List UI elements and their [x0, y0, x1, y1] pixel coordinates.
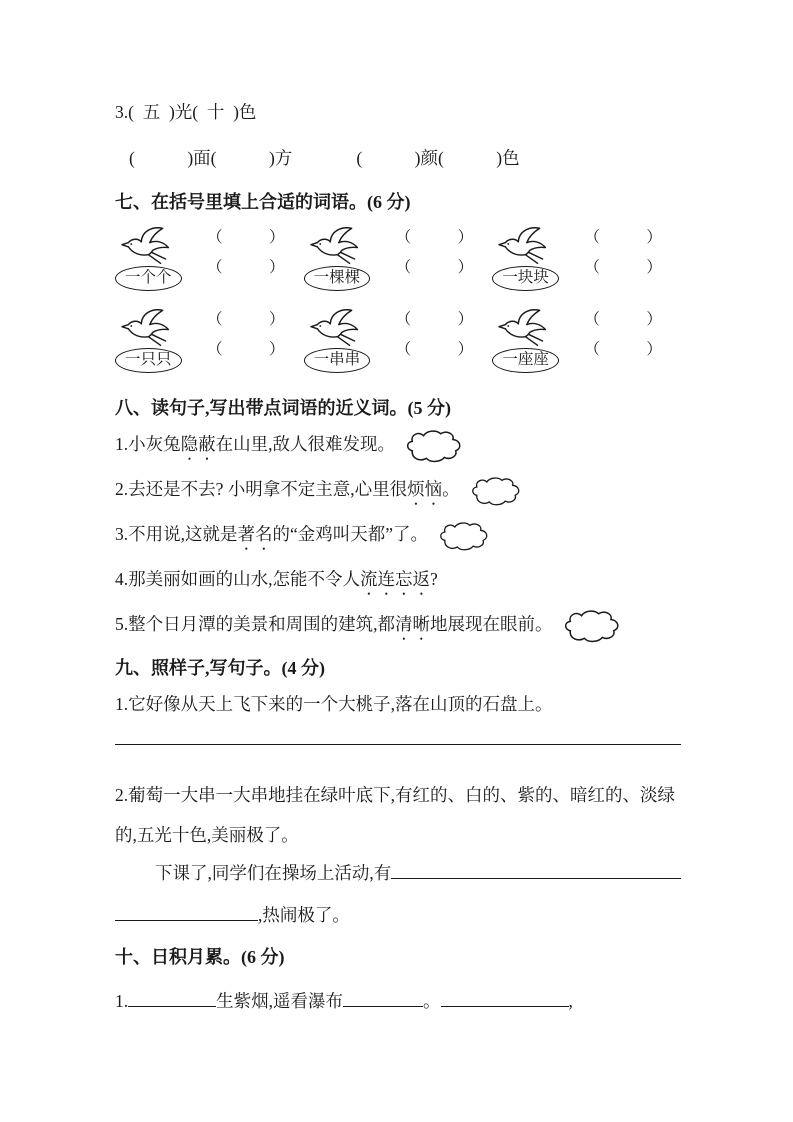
sentence-pre: 2.去还是不去? 小明拿不定主意,心里很: [115, 478, 408, 499]
fill-blank-text: ( )面( )方: [129, 148, 293, 168]
sentence-row: [115, 565, 681, 599]
sentence-post: 在山里,敌人很难发现。: [215, 433, 395, 454]
poem-fill-line: [115, 989, 681, 1013]
measure-word-oval: [115, 348, 182, 373]
section7-heading: 七、在括号里填上合适的词语。(6 分): [115, 192, 411, 212]
example-sentence-1: 1.它好像从天上飞下来的一个大桃子,落在山顶的石盘上。: [115, 694, 553, 714]
sentence-row: [115, 430, 681, 464]
sentence-pre: 3.不用说,这就是: [115, 523, 238, 544]
sentence-post: 的“金鸡叫天都”了。: [272, 523, 429, 544]
word-item: [115, 224, 304, 306]
sentence-text: [115, 431, 395, 464]
measure-word-grid: [115, 224, 681, 388]
measure-word-oval: [115, 266, 182, 291]
measure-word-label: 一个个: [125, 269, 172, 286]
exercise6-item3-line2: [115, 146, 681, 170]
answer-blank: [115, 903, 258, 921]
answer-cloud: [436, 522, 492, 552]
poem-text: 。: [423, 991, 441, 1011]
bird-stack: [304, 306, 396, 373]
poem-text: 1.: [115, 991, 129, 1011]
answer-bracket: （ ）: [207, 229, 285, 246]
word-item: [115, 306, 304, 388]
measure-word-label: 一块块: [502, 269, 549, 286]
answer-brackets: [584, 224, 662, 278]
answer-bracket: （ ）: [395, 311, 474, 328]
sentence-text: [115, 566, 438, 599]
section8-heading: 八、读句子,写出带点词语的近义词。(5 分): [115, 398, 451, 418]
sentence-text: [115, 521, 428, 554]
answer-blank-line: [115, 744, 681, 745]
exercise6-item3-line1: [115, 100, 681, 124]
sentence-row: [115, 610, 681, 644]
dotted-word: 隐蔽: [180, 433, 216, 454]
sentence-pre: 1.小灰兔: [115, 433, 181, 454]
section10-heading: 十、日积月累。(6 分): [115, 947, 285, 967]
answer-blank: [343, 989, 423, 1007]
bird-stack: [492, 306, 584, 373]
poem-text: 生紫烟,遥看瀑布: [216, 991, 343, 1011]
word-item: [492, 224, 681, 306]
fill-blank-text: ( )颜( )色: [356, 148, 520, 168]
sentence-row: [115, 475, 681, 509]
measure-word-oval: [304, 266, 371, 291]
dotted-word: 流连忘返: [360, 568, 430, 589]
bird-stack: [115, 224, 207, 291]
measure-word-label: 一串串: [313, 351, 361, 368]
measure-word-oval: [492, 348, 559, 373]
bird-stack: [492, 224, 584, 291]
prompt-text: ,热闹极了。: [258, 905, 350, 925]
sentence-pre: 4.那美丽如画的山水,怎能不令人: [115, 568, 360, 589]
bird-stack: [304, 224, 396, 291]
answer-bracket: （ ）: [207, 259, 285, 276]
measure-word-label: 一棵棵: [313, 269, 361, 286]
word-item: [492, 306, 681, 388]
answer-bracket: （ ）: [584, 259, 662, 276]
answer-bracket: （ ）: [584, 341, 662, 358]
example-sentence-2: 2.葡萄一大串一大串地挂在绿叶底下,有红的、白的、紫的、暗红的、淡绿的,五光十色,美丽极了。: [115, 785, 675, 845]
dotted-word: 著名: [237, 523, 273, 544]
answer-cloud: [403, 430, 465, 464]
sentence-post: 地展现在眼前。: [430, 613, 553, 634]
sentence-pre: 5.整个日月潭的美景和周围的建筑,都: [115, 613, 395, 634]
section9-heading: 九、照样子,写句子。(4 分): [115, 658, 325, 678]
answer-blank: [128, 989, 216, 1007]
answer-cloud: [561, 610, 623, 644]
sentence-prompt-line2: [115, 903, 681, 927]
sentence-post: ?: [430, 568, 438, 589]
answer-bracket: （ ）: [207, 311, 285, 328]
answer-bracket: （ ）: [584, 229, 662, 246]
answer-bracket: （ ）: [207, 341, 285, 358]
answer-bracket: （ ）: [395, 341, 474, 358]
answer-blank: [391, 859, 681, 879]
measure-word-oval: [492, 266, 559, 291]
word-item: [304, 224, 493, 306]
word-item: [304, 306, 493, 388]
answer-brackets: [584, 306, 662, 360]
answer-brackets: [207, 306, 285, 360]
answer-blank: [441, 989, 569, 1007]
answer-brackets: [207, 224, 285, 278]
sentence-prompt-line: [115, 859, 681, 885]
sentence-text: [115, 476, 460, 509]
answer-brackets: [396, 224, 474, 278]
sentence-row: [115, 520, 681, 554]
answer-cloud: [468, 477, 524, 507]
measure-word-label: 一只只: [125, 351, 172, 368]
answer-brackets: [396, 306, 474, 360]
poem-text: ,: [568, 991, 573, 1011]
word-grid-row: [115, 306, 681, 388]
bird-stack: [115, 306, 207, 373]
word-grid-row: [115, 224, 681, 306]
prompt-text: 下课了,同学们在操场上活动,有: [155, 863, 392, 883]
fill-blank-text: 3.( 五 )光( 十 )色: [115, 102, 257, 122]
measure-word-label: 一座座: [502, 351, 549, 368]
answer-bracket: （ ）: [584, 311, 662, 328]
sentence-text: [115, 611, 553, 644]
sentence-post: 。: [442, 478, 460, 499]
answer-bracket: （ ）: [395, 229, 474, 246]
answer-bracket: （ ）: [395, 259, 474, 276]
measure-word-oval: [304, 348, 371, 373]
dotted-word: 清晰: [395, 613, 430, 634]
dotted-word: 烦恼: [407, 478, 443, 499]
